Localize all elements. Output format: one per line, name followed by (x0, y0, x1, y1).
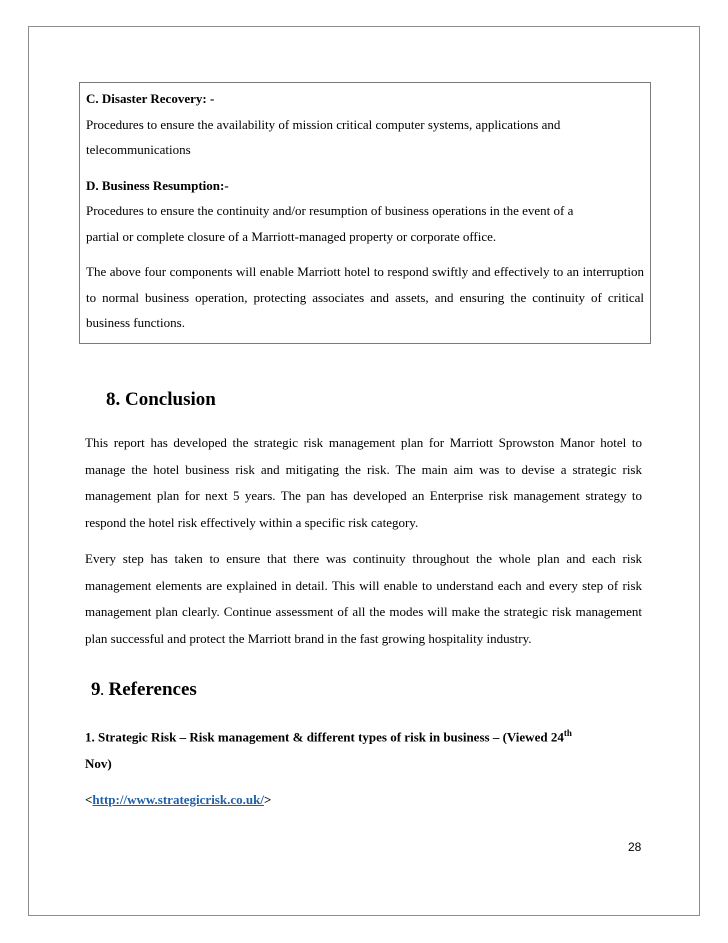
strategicrisk-link[interactable]: http://www.strategicrisk.co.uk/ (92, 792, 264, 808)
link-open-bracket: < (85, 792, 93, 808)
page-number: 28 (628, 840, 642, 854)
reference-1-link-line (85, 787, 642, 814)
disaster-recovery-title: C. Disaster Recovery: - (86, 91, 215, 106)
references-section (85, 720, 642, 814)
business-resumption-title: D. Business Resumption:- (86, 177, 229, 193)
components-box (79, 82, 651, 344)
conclusion-section (85, 430, 642, 652)
disaster-recovery-text-1: Procedures to ensure the availability of mission critical computer systems, applications and (86, 116, 561, 132)
references-heading-number: 9 (91, 679, 101, 700)
conclusion-paragraph-2: Every step has taken to ensure that there was continuity throughout the whole plan and each risk management elements are explained in detail. This will enable to understand each and every step of risk management plan clearly. Continue assessment of all the modes will make the strategic risk management plan successful and protect the Marriott brand in the fast growing hospitality industry. (85, 551, 642, 646)
business-resumption-text-1: Procedures to ensure the continuity and/or resumption of business operations in the event of a (86, 203, 574, 218)
link-close-bracket: > (263, 792, 272, 808)
references-heading-text: References (108, 679, 197, 700)
reference-1 (85, 720, 642, 751)
business-resumption-text-2: partial or complete closure of a Marriott-managed property or corporate office. (86, 228, 497, 244)
reference-1-sup: th (563, 728, 572, 738)
conclusion-heading: 8. Conclusion (106, 389, 216, 410)
references-heading (91, 679, 197, 701)
components-summary: The above four components will enable Marriott hotel to respond swiftly and effectively to an interruption to normal business operation, protecting associates and assets, and ensuring the continuity of critical business functions. (86, 264, 644, 330)
disaster-recovery-text-2: telecommunications (86, 142, 191, 157)
reference-1-text: 1. Strategic Risk – Risk management & different types of risk in business – (Viewed 24 (85, 729, 564, 745)
reference-1-end: Nov) (85, 755, 112, 771)
references-heading-dot: . (100, 683, 104, 698)
conclusion-paragraph-1: This report has developed the strategic risk management plan for Marriott Sprowston Manor hotel to manage the hotel business risk and mitigating the risk. The main aim was to devise a strategic risk management plan for next 5 years. The pan has developed an Enterprise risk management strategy to respond the hotel risk effectively within a specific risk category. (85, 435, 642, 530)
